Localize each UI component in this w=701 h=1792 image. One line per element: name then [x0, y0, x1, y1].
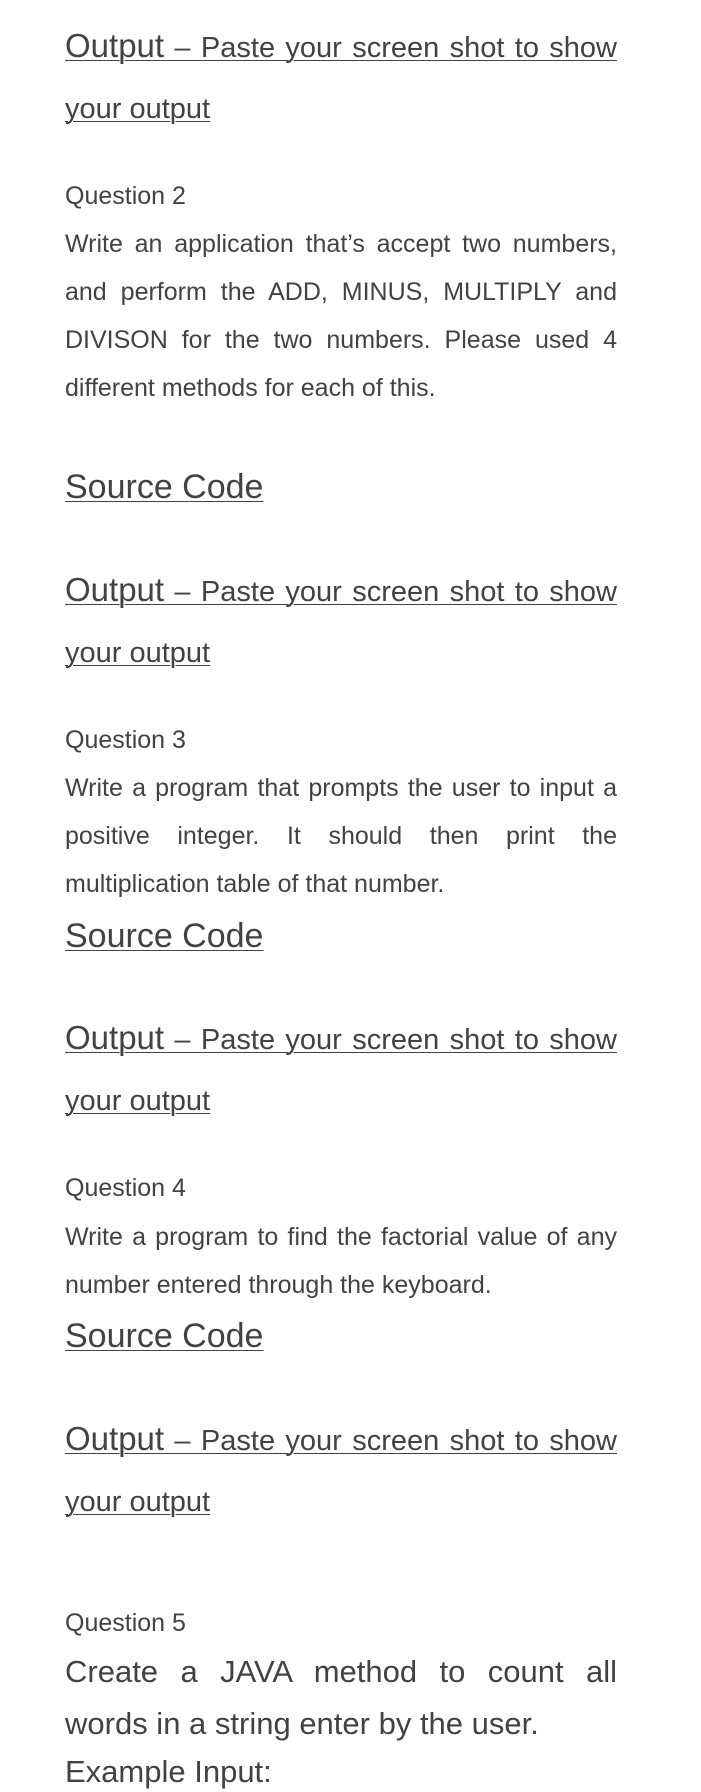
output-title: Output	[65, 1019, 165, 1056]
output-instruction: – Paste your screen shot to show your output	[65, 576, 617, 669]
output-title: Output	[65, 27, 165, 64]
question-3-text: Write a program that prompts the user to input a positive integer. It should then print the multiplication table of that number.	[65, 774, 617, 898]
question-2-text: Write an application that’s accept two numbers, and perform the ADD, MINUS, MULTIPLY and DIVISON for the two numbers. Please used 4 different methods for each of this.	[65, 230, 617, 402]
output-heading-1	[65, 18, 617, 142]
question-5-label: Question 5	[65, 1609, 186, 1637]
output-title: Output	[65, 571, 165, 608]
output-heading-4	[65, 1411, 617, 1535]
output-instruction: – Paste your screen shot to show your output	[65, 1024, 617, 1117]
source-code-heading-3: Source Code	[65, 917, 264, 955]
output-instruction: – Paste your screen shot to show your output	[65, 32, 617, 125]
question-3-label: Question 3	[65, 726, 186, 754]
question-4-text: Write a program to find the factorial value of any number entered through the keyboard.	[65, 1223, 617, 1299]
source-code-heading-2: Source Code	[65, 468, 264, 506]
question-5-text: Create a JAVA method to count all words in a string enter by the user.	[65, 1654, 617, 1741]
output-instruction: – Paste your screen shot to show your output	[65, 1425, 617, 1518]
output-heading-2	[65, 562, 617, 686]
question-2-label: Question 2	[65, 182, 186, 210]
question-4-label: Question 4	[65, 1174, 186, 1202]
output-heading-3	[65, 1010, 617, 1134]
source-code-heading-4: Source Code	[65, 1317, 264, 1355]
question-5-example-input-label: Example Input:	[65, 1754, 272, 1789]
output-title: Output	[65, 1420, 165, 1457]
